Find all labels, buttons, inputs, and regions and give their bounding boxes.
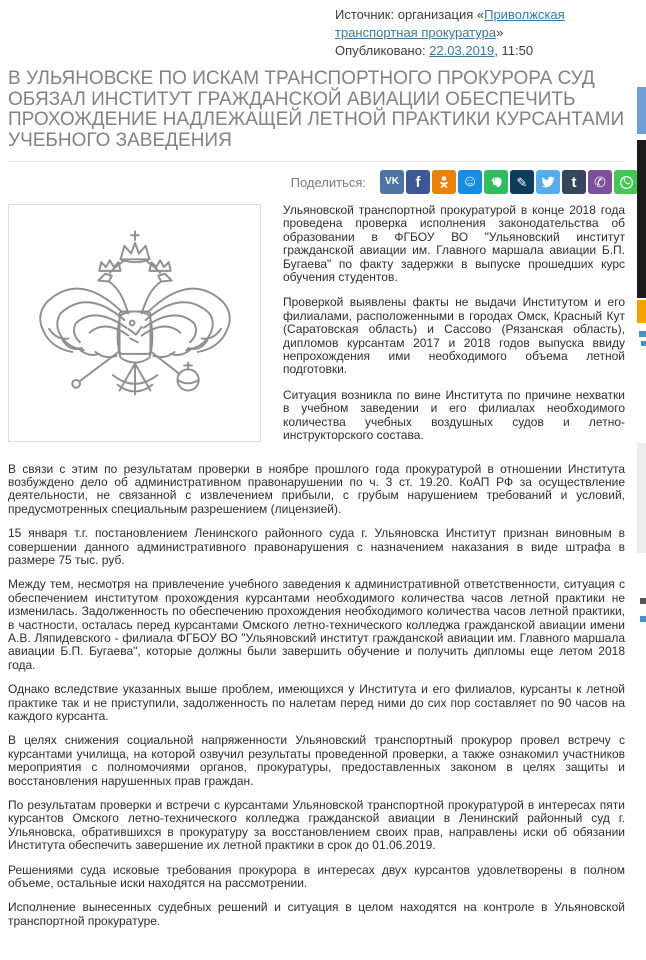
vk-glyph: VK	[385, 176, 399, 187]
source-org-link[interactable]: Приволжская транспортная прокуратура	[335, 7, 565, 40]
right-edge-sliver-block	[639, 331, 646, 337]
published-label: Опубликовано:	[335, 43, 430, 58]
tumblr-share-icon[interactable]	[562, 170, 586, 194]
moimir-share-icon[interactable]	[458, 170, 482, 194]
paragraph: Ульяновской транспортной прокуратурой в конце 2018 года проведена проверка исполнения законодательства об образовании в ФГБОУ ВО "Ульяновский институт гражданской авиации им. Главного маршала авиации Б.П. Бугаева" по факту задержки в выпуске прошедших курс обучения студентов.	[283, 203, 625, 285]
right-edge-sliver-block	[641, 341, 646, 346]
source-meta	[335, 6, 627, 60]
double-headed-eagle-coat-of-arms	[24, 219, 246, 427]
livejournal-share-icon[interactable]	[510, 170, 534, 194]
paragraph: Проверкой выявлены факты не выдачи Институтом и его филиалами, расположенными в городах Омск, Красный Кут (Саратовская область) и Сассово (Рязанская область), дипломов курсантам 2017 и 2018 годов выпуска ввиду непрохождения ими необходимого объема летной подготовки.	[283, 295, 625, 377]
bird-icon	[540, 174, 556, 190]
article-image-card	[8, 204, 261, 442]
right-edge-content-sliver	[637, 0, 646, 960]
right-edge-sliver-block	[640, 616, 646, 622]
smiley-icon: ☺	[461, 173, 479, 190]
tumblr-glyph: t	[571, 173, 577, 191]
right-edge-sliver-block	[637, 443, 646, 553]
published-time: , 11:50	[494, 43, 534, 58]
whatsapp-phone-icon	[618, 174, 635, 191]
elephant-icon	[489, 175, 504, 190]
pencil-icon: ✎	[516, 174, 528, 190]
right-edge-sliver-block	[637, 140, 646, 298]
vk-share-icon[interactable]	[380, 170, 404, 194]
evernote-share-icon[interactable]	[484, 170, 508, 194]
phone-icon: ✆	[594, 174, 606, 190]
right-edge-sliver-block	[637, 87, 646, 134]
paragraph: Исполнение вынесенных судебных решений и ситуация в целом находятся на контроле в Ульяновской транспортной прокуратуре.	[8, 900, 625, 928]
facebook-glyph: f	[415, 173, 421, 191]
viber-share-icon[interactable]	[588, 170, 612, 194]
odnoklassniki-share-icon[interactable]	[432, 170, 456, 194]
paragraph: Однако вследствие указанных выше проблем, имеющихся у Института и его филиалов, курсанты к летной практике так и не приступили, задолженность по налетам перед ними до сих пор составляет по 90 часов на каждого курсанта.	[8, 682, 625, 723]
paragraph: Ситуация возникла по вине Института по причине нехватки в учебном заведении и его филиалах необходимого количества учебных воздушных судов и летно-инструкторского состава.	[283, 387, 625, 443]
source-suffix: »	[496, 25, 504, 40]
share-label: Поделиться:	[290, 174, 366, 190]
article-body-text	[8, 463, 625, 929]
right-edge-sliver-block	[637, 300, 646, 323]
paragraph: В целях снижения социальной напряженности Ульяновский транспортный прокурор провел встречу с курсантами училища, на которой озвучил результаты проведенной проверки, а также ознакомил участников мероприятия с полномочиями органов, прокуратуры, предоставленных законом в целях защиты и восстановления нарушенных прав граждан.	[8, 733, 625, 788]
article-lead-section	[8, 204, 625, 455]
source-label: Источник: организация «	[335, 7, 485, 22]
paragraph: По результатам проверки и встречи с курсантами Ульяновской транспортной прокуратурой в интересах пяти курсантов Омского летно-технического колледжа гражданской авиации в Ленинский районный суд г. Ульяновска, обратившихся в прокуратуру за восстановлением своих прав, направлены иски об обязании Института обеспечить завершение их летной практики в срок до 01.06.2019.	[8, 798, 625, 853]
paragraph: Между тем, несмотря на привлечение учебного заведения к административной ответственности, ситуация с обеспечением институтом прохождения курсантами необходимого количества часов летной практики не изменилась. Задолженность по обеспечению прохождения необходимого количества часов летной практики, в частности, осталась перед курсантами Омского летно-технического колледжа гражданской авиации имени А.В. Ляпидевского - филиала ФГБОУ ВО "Ульяновский институт гражданской авиации им. Главного маршала авиации Б.П. Бугаева", которые должны были завершить обучение и получить дипломы еще летом 2018 года.	[8, 577, 625, 672]
paragraph: В связи с этим по результатам проверки в ноябре прошлого года прокуратурой в отношении Института возбуждено дело об административном правонарушении по ч. 3 ст. 19.20. КоАП РФ за осуществление деятельности, не связанной с извлечением прибыли, с грубым нарушением требований и условий, предусмотренных специальным разрешением (лицензией).	[8, 461, 625, 516]
odnoklassniki-person-icon	[436, 174, 452, 190]
article-lead-text	[283, 204, 625, 455]
paragraph: Решениями суда исковые требования прокурора в интересах двух курсантов удовлетворены в полном объеме, остальные иски находятся на рассмотрении.	[8, 862, 625, 891]
page-title: В УЛЬЯНОВСКЕ ПО ИСКАМ ТРАНСПОРТНОГО ПРОКУРОРА СУД ОБЯЗАЛ ИНСТИТУТ ГРАЖДАНСКОЙ АВИАЦИИ ОБЕСПЕЧИТЬ ПРОХОЖДЕНИЕ НАДЛЕЖАЩЕЙ ЛЕТНОЙ ПРАКТИКИ КУРСАНТАМИ УЧЕБНОГО ЗАВЕДЕНИЯ	[8, 69, 625, 162]
twitter-share-icon[interactable]	[536, 170, 560, 194]
right-edge-sliver-block	[640, 598, 646, 604]
facebook-share-icon[interactable]	[406, 170, 430, 194]
share-row	[8, 170, 638, 194]
paragraph: 15 января т.г. постановлением Ленинского районного суда г. Ульяновска Институт признан виновным в совершении данного административного правонарушения с назначением наказания в виде штрафа в размере 75 тыс. руб.	[8, 526, 625, 567]
whatsapp-share-icon[interactable]	[614, 170, 638, 194]
published-date-link[interactable]: 22.03.2019	[429, 43, 495, 58]
